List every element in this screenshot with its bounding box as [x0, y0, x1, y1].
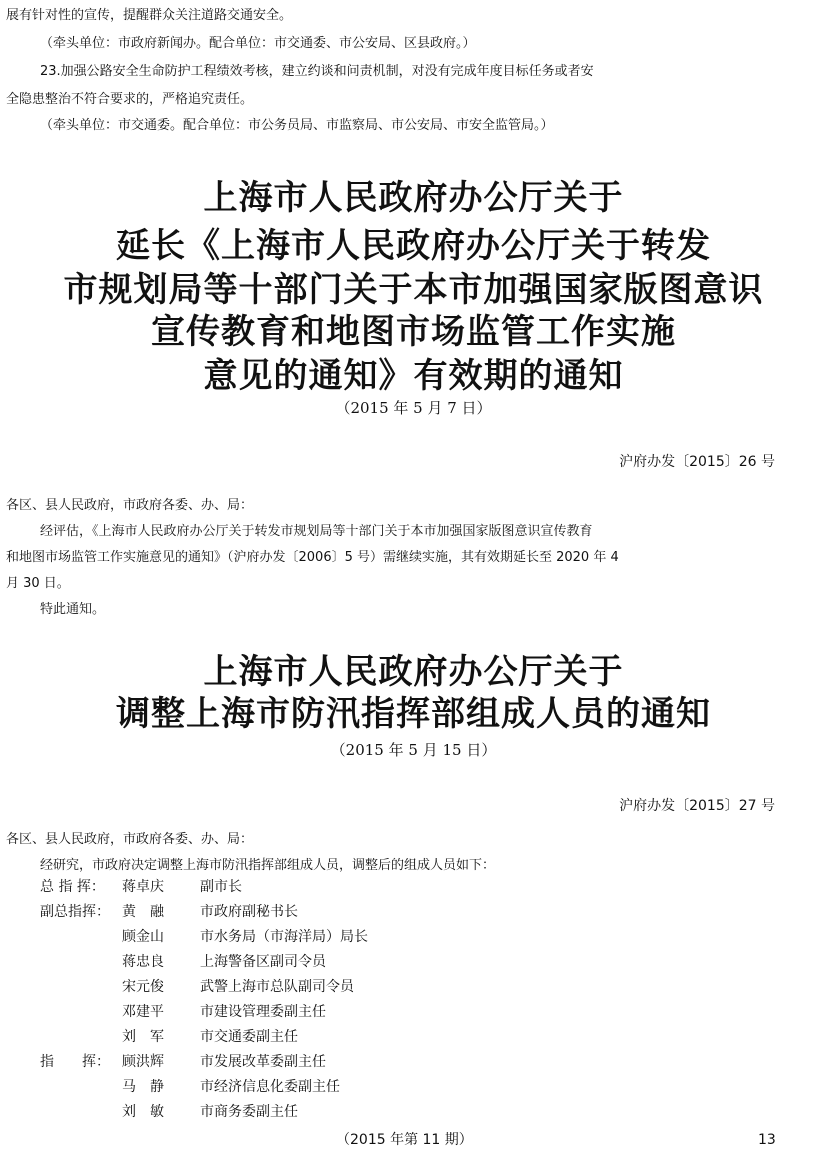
notice1-body-line: 月 30 日。: [6, 576, 70, 591]
notice1-title-line: 延长《上海市人民政府办公厅关于转发: [116, 226, 711, 266]
notice2-body-line: 经研究，市政府决定调整上海市防汛指挥部组成人员，调整后的组成人员如下：: [40, 858, 496, 873]
member-name: 马 静: [122, 1079, 164, 1095]
continuation-text-line: 展有针对性的宣传，提醒群众关注道路交通安全。: [6, 8, 293, 23]
notice1-body-line: 经评估，《上海市人民政府办公厅关于转发市规划局等十部门关于本市加强国家版图意识宣传教育: [40, 524, 593, 539]
member-name: 刘 敏: [122, 1104, 164, 1120]
member-position: 市政府副秘书长: [200, 904, 298, 920]
notice1-doc-number: 沪府办发〔2015〕26 号: [619, 454, 775, 470]
member-position: 市发展改革委副主任: [200, 1054, 326, 1070]
member-role: 总 指 挥：: [40, 879, 105, 895]
page-number: 13: [758, 1132, 776, 1148]
notice1-body-line: 和地图市场监管工作实施意见的通知》（沪府办发〔2006〕5 号）需继续实施，其有效期延长至 2020 年 4: [6, 550, 619, 565]
member-position: 市建设管理委副主任: [200, 1004, 326, 1020]
notice1-date: （2015 年 5 月 7 日）: [335, 399, 492, 417]
item-23-text-cont: 全隐患整治不符合要求的，严格追究责任。: [6, 92, 254, 107]
lead-unit-note: （牵头单位：市交通委。配合单位：市公务员局、市监察局、市公安局、市安全监管局。）: [40, 118, 554, 133]
notice2-date: （2015 年 5 月 15 日）: [330, 741, 497, 759]
member-name: 黄 融: [122, 904, 164, 920]
notice2-title-line: 调整上海市防汛指挥部组成人员的通知: [116, 694, 711, 734]
member-name: 邓建平: [122, 1004, 164, 1020]
lead-unit-note: （牵头单位：市政府新闻办。配合单位：市交通委、市公安局、区县政府。）: [40, 36, 476, 51]
member-name: 顾洪辉: [122, 1054, 164, 1070]
notice1-title-line: 意见的通知》有效期的通知: [203, 356, 624, 396]
notice2-title-line: 上海市人民政府办公厅关于: [203, 652, 624, 692]
member-name: 蒋卓庆: [122, 879, 164, 895]
notice1-closing: 特此通知。: [40, 602, 106, 617]
notice1-addressee: 各区、县人民政府，市政府各委、办、局：: [6, 498, 254, 513]
notice1-title-line: 上海市人民政府办公厅关于: [203, 178, 624, 218]
member-position: 副市长: [200, 879, 242, 895]
notice2-doc-number: 沪府办发〔2015〕27 号: [619, 798, 775, 814]
issue-label: （2015 年第 11 期）: [336, 1132, 473, 1148]
member-name: 顾金山: [122, 929, 164, 945]
notice1-title-line: 市规划局等十部门关于本市加强国家版图意识: [63, 270, 764, 310]
member-name: 刘 军: [122, 1029, 164, 1045]
notice1-title-line: 宣传教育和地图市场监管工作实施: [151, 312, 676, 352]
member-role: 副总指挥：: [40, 904, 110, 920]
member-name: 蒋忠良: [122, 954, 164, 970]
notice2-addressee: 各区、县人民政府，市政府各委、办、局：: [6, 832, 254, 847]
member-position: 市经济信息化委副主任: [200, 1079, 340, 1095]
member-role: 指 挥：: [40, 1054, 110, 1070]
member-position: 上海警备区副司令员: [200, 954, 326, 970]
item-23-text: 23.加强公路安全生命防护工程绩效考核，建立约谈和问责机制，对没有完成年度目标任务或者安: [40, 64, 594, 79]
member-position: 市商务委副主任: [200, 1104, 298, 1120]
member-position: 市交通委副主任: [200, 1029, 298, 1045]
member-name: 宋元俊: [122, 979, 164, 995]
member-position: 市水务局（市海洋局）局长: [200, 929, 368, 945]
member-position: 武警上海市总队副司令员: [200, 979, 354, 995]
